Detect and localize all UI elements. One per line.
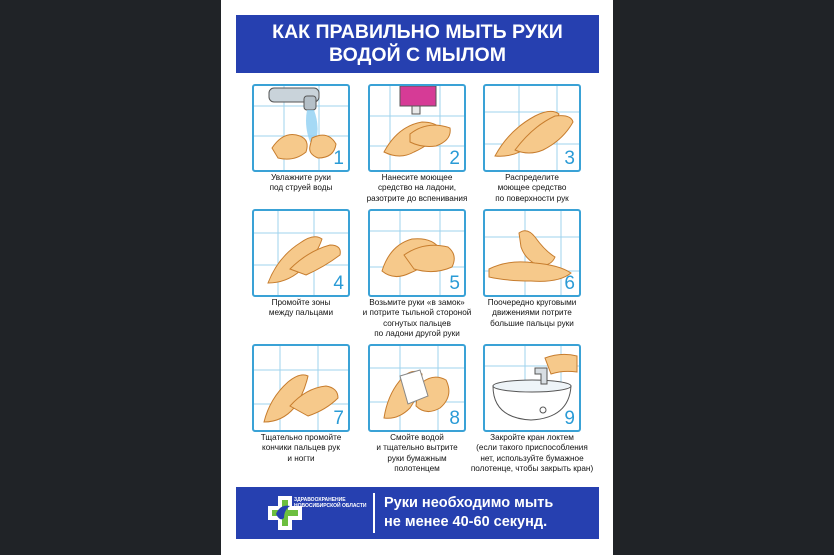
- caption-line: полотенцем: [394, 464, 440, 474]
- step-caption: [469, 433, 595, 475]
- caption-line: разотрите до вспенивания: [366, 193, 468, 203]
- poster: [221, 0, 613, 555]
- step-number: 7: [333, 408, 344, 429]
- caption-line: под струей воды: [269, 183, 333, 193]
- step-caption: [354, 173, 480, 204]
- footer-message-line-2: не менее 40-60 секунд.: [384, 514, 548, 530]
- caption-line: по ладони другой руки: [374, 329, 460, 339]
- title-line-2: ВОДОЙ С МЫЛОМ: [329, 44, 506, 66]
- caption-line: нет, используйте бумажное: [480, 453, 584, 463]
- footer-message: [384, 494, 594, 532]
- caption-line: и потрите тыльной стороной: [362, 308, 472, 318]
- caption-line: моющее средство: [497, 183, 567, 193]
- footer-banner: [236, 487, 599, 539]
- step-caption: [354, 433, 480, 475]
- logo-line-1: ЗДРАВООХРАНЕНИЕ: [294, 497, 346, 503]
- caption-line: Поочередно круговыми: [487, 298, 577, 307]
- step-caption: [238, 433, 364, 464]
- step-illustration: [483, 209, 581, 297]
- caption-line: (если такого приспособления: [476, 443, 588, 453]
- caption-line: по поверхности рук: [495, 193, 569, 203]
- step-number: 2: [449, 148, 460, 169]
- step-illustration: [252, 84, 350, 172]
- step-number: 5: [449, 273, 460, 294]
- caption-line: Увлажните руки: [270, 173, 331, 182]
- logo-line-2: НОВОСИБИРСКОЙ ОБЛАСТИ: [294, 503, 367, 509]
- step-number: 6: [564, 273, 575, 294]
- step-illustration: [483, 84, 581, 172]
- step-number: 4: [333, 273, 344, 294]
- caption-line: согнутых пальцев: [383, 318, 451, 328]
- caption-line: Возьмите руки «в замок»: [369, 298, 465, 307]
- step-number: 1: [333, 148, 344, 169]
- caption-line: Распределите: [505, 173, 559, 182]
- step-caption: [469, 298, 595, 329]
- step-caption: [238, 298, 364, 319]
- step-illustration: [368, 344, 466, 432]
- caption-line: и ногти: [287, 453, 315, 463]
- step-caption: [469, 173, 595, 204]
- caption-line: кончики пальцев рук: [262, 443, 340, 453]
- step-caption: [238, 173, 364, 194]
- caption-line: Смойте водой: [390, 433, 444, 442]
- step-illustration: [368, 84, 466, 172]
- step-number: 9: [564, 408, 575, 429]
- caption-line: руки бумажным: [387, 453, 447, 463]
- logo-text: [294, 497, 374, 509]
- footer-divider: [373, 493, 375, 533]
- caption-line: движениями потрите: [492, 308, 572, 318]
- title-line-1: КАК ПРАВИЛЬНО МЫТЬ РУКИ: [272, 21, 563, 43]
- step-illustration: [483, 344, 581, 432]
- step-number: 8: [449, 408, 460, 429]
- caption-line: между пальцами: [268, 308, 334, 318]
- poster-title: [236, 15, 599, 73]
- caption-line: Тщательно промойте: [260, 433, 342, 442]
- caption-line: большие пальцы руки: [490, 318, 574, 328]
- caption-line: средство на ладони,: [377, 183, 457, 193]
- caption-line: и тщательно вытрите: [376, 443, 458, 453]
- step-illustration: [368, 209, 466, 297]
- caption-line: полотенце, чтобы закрыть кран): [470, 464, 594, 474]
- step-number: 3: [564, 148, 575, 169]
- step-illustration: [252, 344, 350, 432]
- footer-message-line-1: Руки необходимо мыть: [384, 495, 554, 511]
- caption-line: Нанесите моющее: [381, 173, 453, 182]
- caption-line: Промойте зоны: [271, 298, 331, 307]
- step-illustration: [252, 209, 350, 297]
- step-caption: [354, 298, 480, 340]
- caption-line: Закройте кран локтем: [490, 433, 574, 442]
